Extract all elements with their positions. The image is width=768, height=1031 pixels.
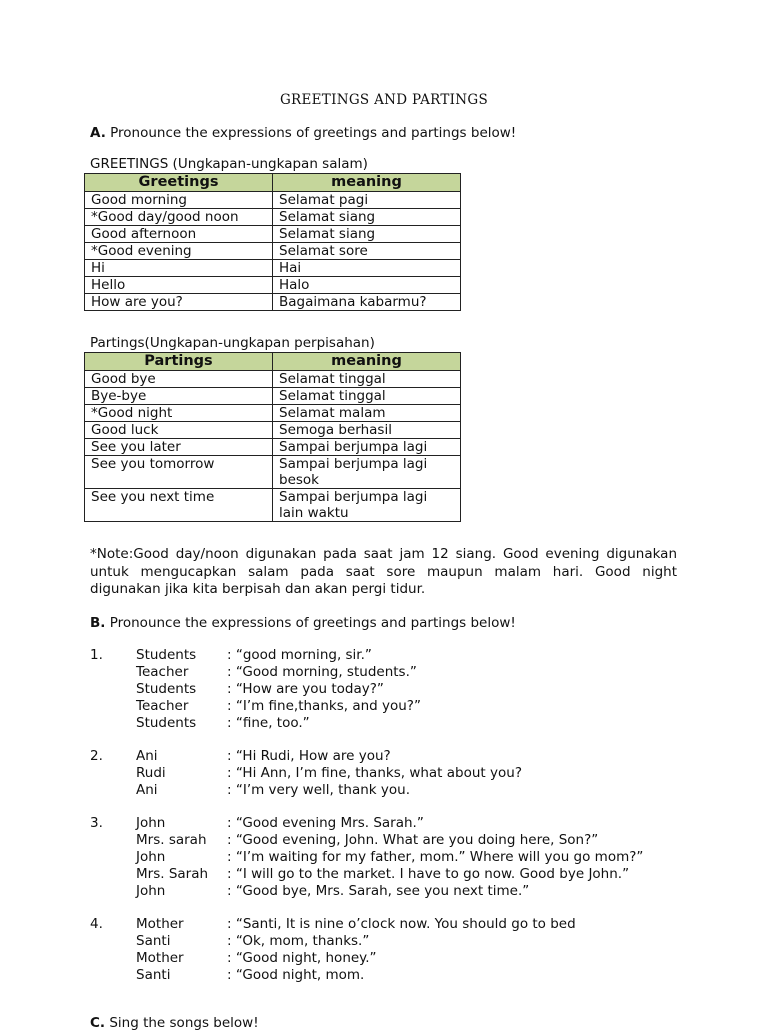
table-row bbox=[85, 277, 461, 294]
expression-cell: See you tomorrow bbox=[85, 456, 273, 489]
table-row bbox=[85, 209, 461, 226]
section-c-text: Sing the songs below! bbox=[105, 1015, 259, 1031]
expression-cell: Good morning bbox=[85, 192, 273, 209]
meaning-cell: Halo bbox=[273, 277, 461, 294]
meaning-cell: Selamat pagi bbox=[273, 192, 461, 209]
meaning-cell: Bagaimana kabarmu? bbox=[273, 294, 461, 311]
utterance: : “How are you today?” bbox=[227, 681, 384, 697]
expression-cell: *Good evening bbox=[85, 243, 273, 260]
utterance: : “fine, too.” bbox=[227, 715, 310, 731]
utterance: : “I’m waiting for my father, mom.” Where will you go mom?” bbox=[227, 849, 644, 865]
section-b-letter: B. bbox=[90, 615, 106, 631]
expression-cell: How are you? bbox=[85, 294, 273, 311]
dialog-number: 2. bbox=[90, 748, 103, 764]
speaker: Students bbox=[136, 647, 197, 663]
speaker: Ani bbox=[136, 782, 158, 798]
speaker: John bbox=[136, 883, 166, 899]
speaker: Santi bbox=[136, 933, 171, 949]
meaning-cell: Selamat tinggal bbox=[273, 388, 461, 405]
speaker: Mother bbox=[136, 916, 184, 932]
speaker: Mother bbox=[136, 950, 184, 966]
utterance: : “I’m fine,thanks, and you?” bbox=[227, 698, 421, 714]
meaning-column-header: meaning bbox=[273, 353, 461, 371]
expression-cell: Hello bbox=[85, 277, 273, 294]
greetings-header-row bbox=[85, 174, 461, 192]
section-c-letter: C. bbox=[90, 1015, 106, 1031]
speaker: Students bbox=[136, 715, 197, 731]
expression-cell: Good afternoon bbox=[85, 226, 273, 243]
utterance: : “Good bye, Mrs. Sarah, see you next time.” bbox=[227, 883, 530, 899]
table-row bbox=[85, 422, 461, 439]
section-a-letter: A. bbox=[90, 125, 106, 141]
table-row bbox=[85, 456, 461, 489]
table-row bbox=[85, 294, 461, 311]
speaker: Ani bbox=[136, 748, 158, 764]
speaker: Teacher bbox=[136, 664, 189, 680]
speaker: Rudi bbox=[136, 765, 166, 781]
expression-cell: See you next time bbox=[85, 489, 273, 522]
document-title: GREETINGS AND PARTINGS bbox=[279, 92, 489, 108]
expression-cell: Hi bbox=[85, 260, 273, 277]
meaning-cell: Hai bbox=[273, 260, 461, 277]
utterance: : “Good morning, students.” bbox=[227, 664, 417, 680]
dialog-number: 1. bbox=[90, 647, 103, 663]
table-row bbox=[85, 226, 461, 243]
expression-cell: See you later bbox=[85, 439, 273, 456]
utterance: : “Hi Ann, I’m fine, thanks, what about you? bbox=[227, 765, 522, 781]
dialog-number: 3. bbox=[90, 815, 103, 831]
utterance: : “Good night, honey.” bbox=[227, 950, 377, 966]
greetings-column-header: Greetings bbox=[85, 174, 273, 192]
section-a-instruction bbox=[90, 125, 516, 141]
table-row bbox=[85, 489, 461, 522]
utterance: : “good morning, sir.” bbox=[227, 647, 372, 663]
table-row bbox=[85, 243, 461, 260]
expression-cell: Bye-bye bbox=[85, 388, 273, 405]
table-row bbox=[85, 260, 461, 277]
utterance: : “I will go to the market. I have to go now. Good bye John.” bbox=[227, 866, 630, 882]
utterance: : “Good night, mom. bbox=[227, 967, 365, 983]
table-row bbox=[85, 405, 461, 422]
note-paragraph: *Note:Good day/noon digunakan pada saat jam 12 siang. Good evening digunakan untuk mengucapkan salam pada saat sore maupun malam hari. Good night digunakan jika kita berpisah dan akan pergi tidur. bbox=[90, 546, 677, 597]
table-row bbox=[85, 388, 461, 405]
meaning-cell: Selamat siang bbox=[273, 226, 461, 243]
partings-table bbox=[84, 352, 461, 522]
utterance: : “Santi, It is nine o’clock now. You should go to bed bbox=[227, 916, 576, 932]
utterance: : “I’m very well, thank you. bbox=[227, 782, 410, 798]
expression-cell: *Good night bbox=[85, 405, 273, 422]
speaker: Mrs. Sarah bbox=[136, 866, 209, 882]
greetings-table bbox=[84, 173, 461, 311]
expression-cell: Good bye bbox=[85, 371, 273, 388]
table-row bbox=[85, 192, 461, 209]
utterance: : “Good evening, John. What are you doing here, Son?” bbox=[227, 832, 599, 848]
meaning-cell: Sampai berjumpa lagi lain waktu bbox=[273, 489, 461, 522]
section-b-text: Pronounce the expressions of greetings and partings below! bbox=[105, 615, 516, 631]
meaning-cell: Semoga berhasil bbox=[273, 422, 461, 439]
expression-cell: Good luck bbox=[85, 422, 273, 439]
speaker: Students bbox=[136, 681, 197, 697]
meaning-column-header: meaning bbox=[273, 174, 461, 192]
greetings-caption: GREETINGS (Ungkapan-ungkapan salam) bbox=[90, 156, 368, 172]
table-row bbox=[85, 439, 461, 456]
utterance: : “Good evening Mrs. Sarah.” bbox=[227, 815, 424, 831]
speaker: Mrs. sarah bbox=[136, 832, 207, 848]
partings-header-row bbox=[85, 353, 461, 371]
meaning-cell: Sampai berjumpa lagi besok bbox=[273, 456, 461, 489]
section-a-text: Pronounce the expressions of greetings and partings below! bbox=[105, 125, 517, 141]
speaker: John bbox=[136, 815, 166, 831]
meaning-cell: Selamat sore bbox=[273, 243, 461, 260]
meaning-cell: Selamat siang bbox=[273, 209, 461, 226]
meaning-cell: Sampai berjumpa lagi bbox=[273, 439, 461, 456]
section-b-instruction bbox=[90, 615, 516, 631]
meaning-cell: Selamat malam bbox=[273, 405, 461, 422]
table-row bbox=[85, 371, 461, 388]
speaker: John bbox=[136, 849, 166, 865]
partings-column-header: Partings bbox=[85, 353, 273, 371]
utterance: : “Ok, mom, thanks.” bbox=[227, 933, 370, 949]
speaker: Santi bbox=[136, 967, 171, 983]
speaker: Teacher bbox=[136, 698, 189, 714]
partings-caption: Partings(Ungkapan-ungkapan perpisahan) bbox=[90, 335, 375, 351]
section-c-instruction bbox=[90, 1015, 259, 1031]
dialog-number: 4. bbox=[90, 916, 103, 932]
meaning-cell: Selamat tinggal bbox=[273, 371, 461, 388]
expression-cell: *Good day/good noon bbox=[85, 209, 273, 226]
utterance: : “Hi Rudi, How are you? bbox=[227, 748, 391, 764]
